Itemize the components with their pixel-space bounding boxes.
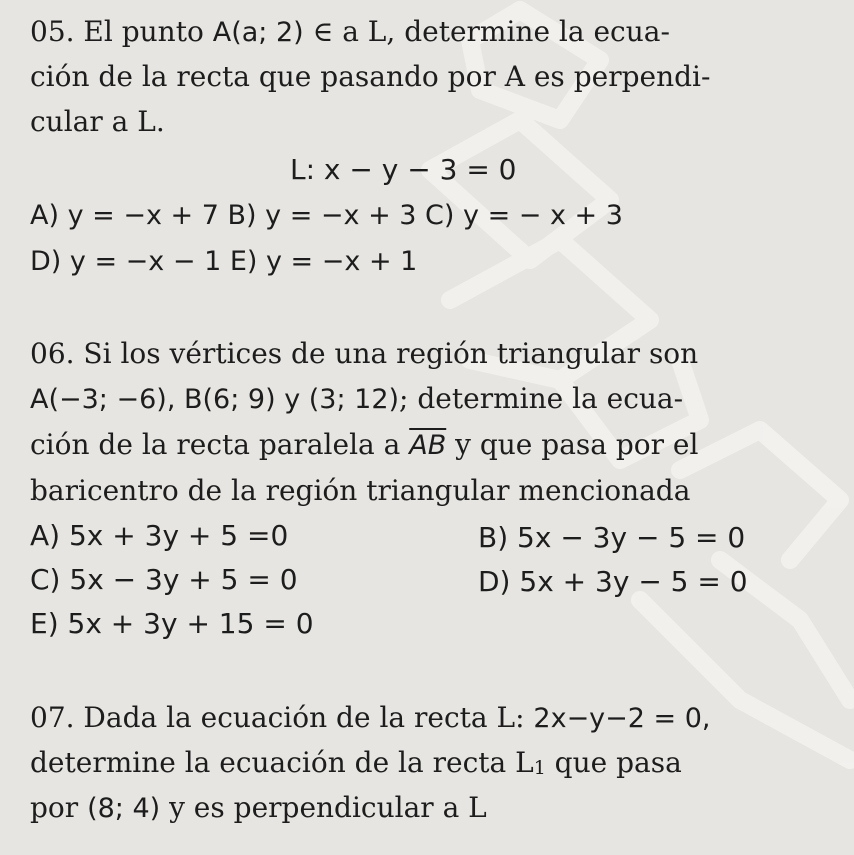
q06-line2-text: ; determine la ecua- (399, 382, 684, 415)
q07-equation: 2x−y−2 = 0, (533, 703, 711, 734)
q05-line1 (30, 14, 670, 51)
q05-point: A(a; 2) (212, 17, 304, 48)
q07-line3 (30, 790, 487, 827)
q07-point: (8; 4) (87, 793, 161, 824)
q06-option-c: C) 5x − 3y + 5 = 0 (30, 563, 298, 596)
q07-line2-text: determine la ecuación de la recta L (30, 746, 534, 779)
q07-line3-pre: por (30, 791, 88, 824)
q07-subscript: 1 (533, 757, 546, 779)
q05-text: ∈ a L, determine la ecua- (303, 15, 670, 48)
q06-segment-ab: $\overline{AB}$ (409, 430, 447, 461)
q05-options-row1: A) y = −x + 7 B) y = −x + 3 C) y = − x + 3 (30, 200, 623, 231)
q05-equation: L: x − y − 3 = 0 (290, 153, 517, 186)
q06-line2 (30, 381, 683, 418)
q06-line3-post: y que pasa por el (446, 428, 699, 461)
q06-line1: 06. Si los vértices de una región triangular son (30, 337, 699, 370)
q06-vertices: A(−3; −6), B(6; 9) y (3; 12) (30, 384, 400, 415)
q07-line2-post: que pasa (545, 746, 682, 779)
q07-line1 (30, 700, 711, 737)
q05-options-row2: D) y = −x − 1 E) y = −x + 1 (30, 246, 418, 277)
q06-option-e: E) 5x + 3y + 15 = 0 (30, 607, 314, 640)
q07-line3-post: y es perpendicular a L (160, 791, 487, 824)
q05-line2: ción de la recta que pasando por A es perpendi- (30, 60, 711, 93)
q06-option-d: D) 5x + 3y − 5 = 0 (478, 565, 748, 598)
q05-line3: cular a L. (30, 105, 165, 138)
q07-line1-text: 07. Dada la ecuación de la recta L: (30, 701, 534, 734)
q06-option-a: A) 5x + 3y + 5 =0 (30, 519, 289, 552)
q07-line2 (30, 745, 682, 786)
q06-option-b: B) 5x − 3y − 5 = 0 (478, 521, 746, 554)
q06-line3-pre: ción de la recta paralela a (30, 428, 410, 461)
q06-line4: baricentro de la región triangular mencionada (30, 474, 691, 507)
q06-line3 (30, 427, 698, 464)
q05-number-text: 05. El punto (30, 15, 213, 48)
